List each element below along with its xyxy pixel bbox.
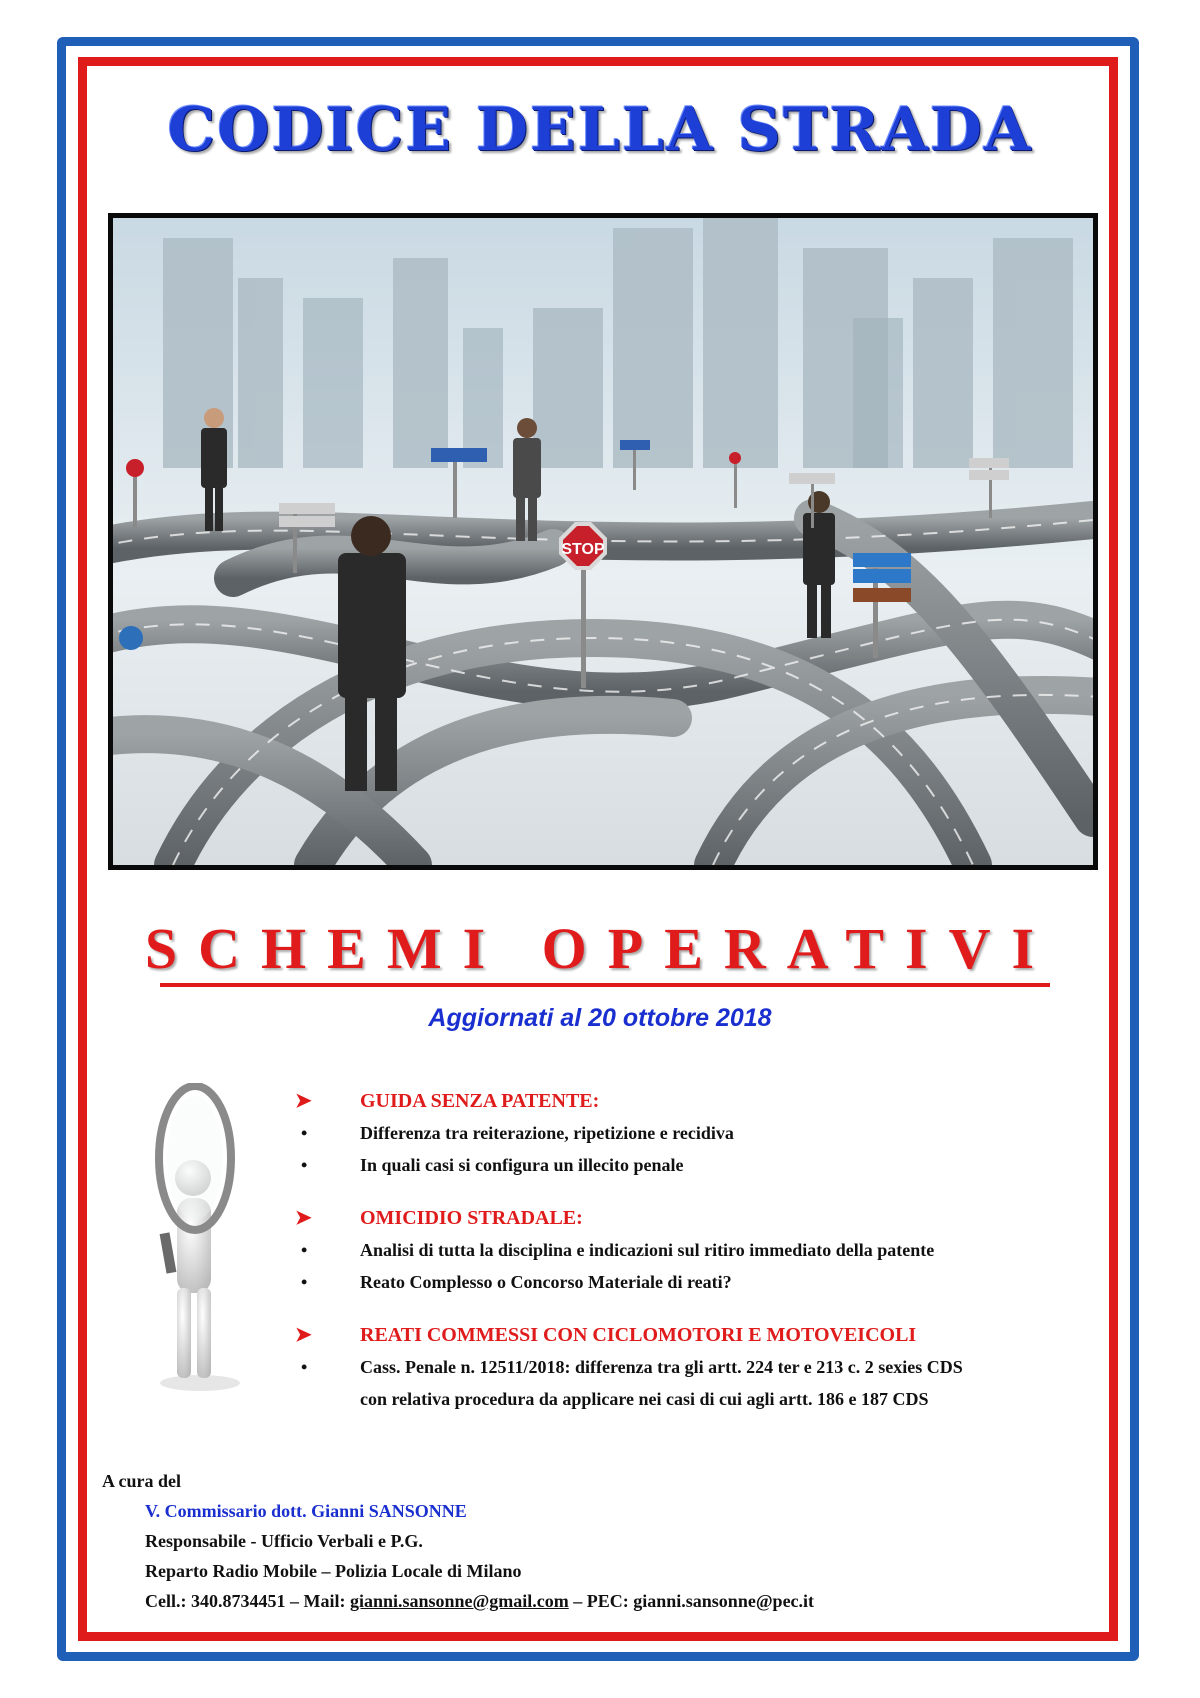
author-unit: Reparto Radio Mobile – Polizia Locale di Milano bbox=[145, 1561, 522, 1581]
arrow-bullet-icon: ➤ bbox=[295, 1207, 312, 1229]
section-guida-senza-patente bbox=[295, 1085, 1125, 1181]
cell-label: Cell.: 340.8734451 – Mail: bbox=[145, 1591, 350, 1611]
arrow-bullet-icon: ➤ bbox=[295, 1090, 312, 1112]
author-name: V. Commissario dott. Gianni SANSONNE bbox=[145, 1501, 467, 1521]
subtitle-schemi-operativi: SCHEMI OPERATIVI bbox=[144, 916, 1056, 981]
list-item: • Analisi di tutta la disciplina e indicazioni sul ritiro immediato della patente bbox=[295, 1234, 1125, 1266]
bullet-dot-icon: • bbox=[301, 1155, 308, 1175]
magnifier-figure-icon bbox=[155, 1083, 245, 1393]
document-title: CODICE DELLA STRADA bbox=[167, 95, 1033, 165]
list-item: • Reato Complesso o Concorso Materiale di reati? bbox=[295, 1266, 1125, 1298]
arrow-bullet-icon: ➤ bbox=[295, 1324, 312, 1346]
bullet-dot-icon: • bbox=[301, 1240, 308, 1260]
bullet-dot-icon: • bbox=[301, 1272, 308, 1292]
section-reati-ciclomotori bbox=[295, 1319, 1125, 1415]
topics-list bbox=[295, 1085, 1125, 1436]
author-contacts bbox=[102, 1586, 814, 1616]
updated-date: Aggiornati al 20 ottobre 2018 bbox=[428, 1004, 772, 1032]
mail-link[interactable]: gianni.sansonne@gmail.com bbox=[349, 1591, 569, 1611]
list-item-continuation: con relativa procedura da applicare nei casi di cui agli artt. 186 e 187 CDS bbox=[360, 1389, 929, 1409]
roads-city-illustration bbox=[113, 218, 1093, 865]
pec-label: – PEC: gianni.sansonne@pec.it bbox=[568, 1591, 815, 1611]
bullet-dot-icon: • bbox=[301, 1123, 308, 1143]
list-item: • In quali casi si configura un illecito penale bbox=[295, 1149, 1125, 1181]
subtitle-underline bbox=[160, 983, 1050, 987]
section-heading: REATI COMMESSI CON CICLOMOTORI E MOTOVEICOLI bbox=[360, 1324, 917, 1346]
stop-sign-text: STOP bbox=[561, 541, 605, 558]
section-heading: GUIDA SENZA PATENTE: bbox=[360, 1090, 600, 1112]
cover-photo bbox=[108, 213, 1098, 870]
list-item: • Differenza tra reiterazione, ripetizione e recidiva bbox=[295, 1117, 1125, 1149]
section-omicidio-stradale bbox=[295, 1202, 1125, 1298]
section-heading: OMICIDIO STRADALE: bbox=[360, 1207, 583, 1229]
bullet-dot-icon: • bbox=[301, 1357, 308, 1377]
list-item: • Cass. Penale n. 12511/2018: differenza tra gli artt. 224 ter e 213 c. 2 sexies CDS bbox=[295, 1351, 1125, 1383]
author-block bbox=[102, 1466, 814, 1616]
author-intro: A cura del bbox=[102, 1471, 181, 1491]
author-role: Responsabile - Ufficio Verbali e P.G. bbox=[145, 1531, 423, 1551]
